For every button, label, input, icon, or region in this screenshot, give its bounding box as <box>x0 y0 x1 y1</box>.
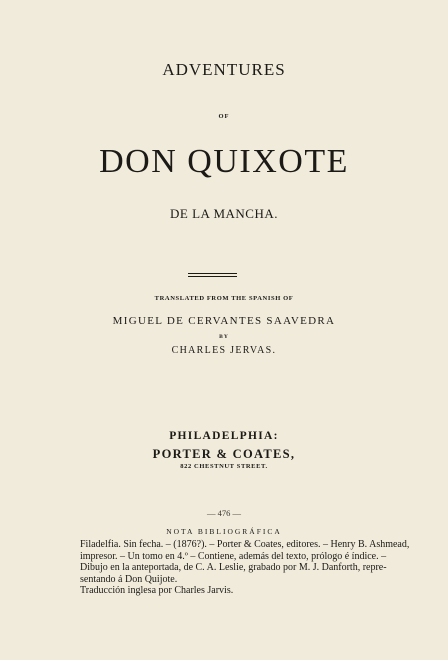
translated-from-line: TRANSLATED FROM THE SPANISH OF <box>154 295 294 302</box>
note-heading: NOTA BIBLIOGRÁFICA <box>166 527 282 536</box>
title-adventures-text: ADVENTURES <box>162 60 286 79</box>
subtitle: DE LA MANCHA. <box>170 206 278 221</box>
imprint-city: PHILADELPHIA: <box>169 430 279 442</box>
page-number: — 476 — <box>207 508 241 518</box>
title-line-adventures <box>0 60 448 80</box>
title-of: OF <box>218 113 230 120</box>
main-title: DON QUIXOTE <box>99 143 349 180</box>
note-line: Filadelfia. Sin fecha. – (1876?). – Porter & Coates, editores. – Henry B. Ashmead, <box>80 539 410 550</box>
note-line: Traducción inglesa por Charles Jarvis. <box>80 585 234 596</box>
imprint-address: 822 CHESTNUT STREET. <box>180 463 268 470</box>
translator-name: CHARLES JERVAS. <box>171 345 277 356</box>
imprint-publisher: PORTER & COATES, <box>152 447 296 461</box>
note-line: sentando á Don Quijote. <box>80 573 178 585</box>
divider-rule-thin <box>188 276 237 277</box>
divider-rule-thick <box>188 273 237 274</box>
bibliographic-note <box>80 539 410 597</box>
note-line: impresor. – Un tomo en 4.º – Contiene, además del texto, prólogo é índice. – <box>80 550 387 562</box>
by-line: BY <box>219 334 229 340</box>
author-name: MIGUEL DE CERVANTES SAAVEDRA <box>112 315 336 327</box>
note-line: Dibujo en la anteportada, de C. A. Leslie, grabado por M. J. Danforth, repre- <box>80 562 387 573</box>
